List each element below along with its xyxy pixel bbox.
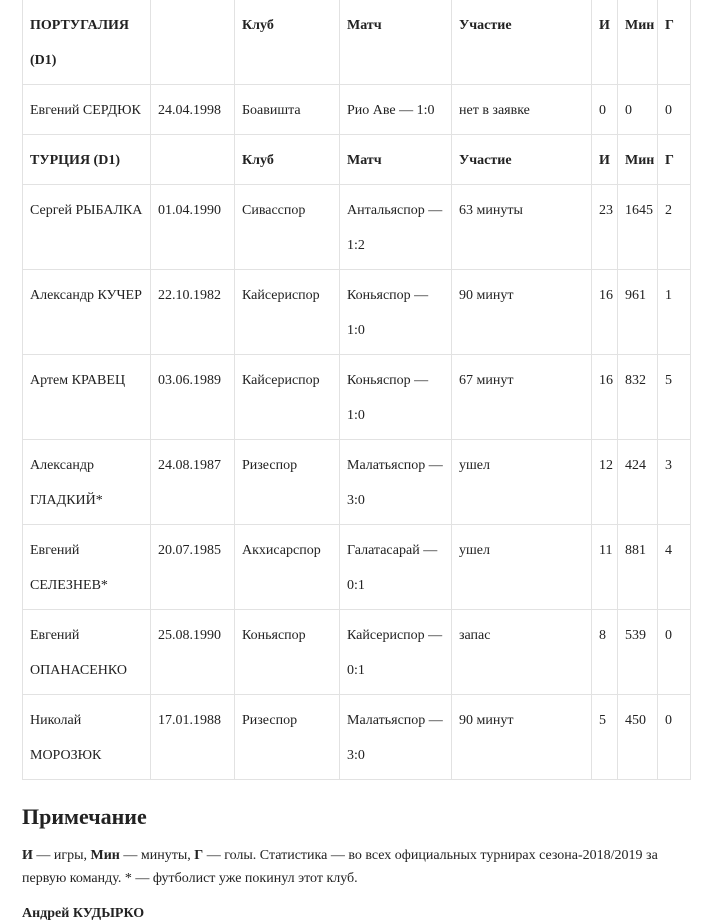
note-key-games: И — [22, 848, 33, 863]
cell-min: 450 — [618, 695, 658, 780]
note-key-goals: Г — [194, 848, 204, 863]
cell-dob: 03.06.1989 — [151, 355, 235, 440]
cell-g: 5 — [592, 695, 618, 780]
header-match: Матч — [340, 135, 452, 185]
cell-club: Кайсериспор — [235, 270, 340, 355]
table-row — [23, 270, 691, 355]
cell-g: 0 — [592, 85, 618, 135]
cell-goals: 5 — [658, 355, 691, 440]
header-participation: Участие — [452, 135, 592, 185]
cell-min: 539 — [618, 610, 658, 695]
section-empty-cell — [151, 0, 235, 85]
note-text-3: — голы. Статистика — во всех официальных турнирах сезона-2018/2019 за первую команду. * — футболист уже покинул этот клуб. — [22, 848, 658, 886]
header-club: Клуб — [235, 0, 340, 85]
cell-goals: 0 — [658, 85, 691, 135]
cell-dob: 24.08.1987 — [151, 440, 235, 525]
header-participation: Участие — [452, 0, 592, 85]
cell-part: 90 минут — [452, 695, 592, 780]
cell-club: Ризеспор — [235, 695, 340, 780]
table-row — [23, 610, 691, 695]
cell-goals: 1 — [658, 270, 691, 355]
cell-part: 63 минуты — [452, 185, 592, 270]
cell-club: Ризеспор — [235, 440, 340, 525]
cell-min: 1645 — [618, 185, 658, 270]
cell-g: 8 — [592, 610, 618, 695]
cell-club: Сивасспор — [235, 185, 340, 270]
cell-name: Евгений ОПАНАСЕНКО — [23, 610, 151, 695]
cell-dob: 25.08.1990 — [151, 610, 235, 695]
cell-part: ушел — [452, 440, 592, 525]
cell-dob: 24.04.1998 — [151, 85, 235, 135]
cell-match: Коньяспор — 1:0 — [340, 270, 452, 355]
table-row — [23, 185, 691, 270]
cell-dob: 17.01.1988 — [151, 695, 235, 780]
author: Андрей КУДЫРКО — [22, 906, 145, 921]
note-text-1: — игры, — [32, 848, 91, 863]
cell-match: Рио Аве — 1:0 — [340, 85, 452, 135]
cell-goals: 2 — [658, 185, 691, 270]
section-header-row — [23, 0, 691, 85]
cell-goals: 3 — [658, 440, 691, 525]
cell-name: Евгений СЕРДЮК — [23, 85, 151, 135]
cell-part: 67 минут — [452, 355, 592, 440]
note-key-minutes: Мин — [90, 848, 120, 863]
header-games: И — [592, 0, 618, 85]
header-games: И — [592, 135, 618, 185]
cell-goals: 0 — [658, 610, 691, 695]
cell-dob: 20.07.1985 — [151, 525, 235, 610]
table-row — [23, 440, 691, 525]
cell-min: 881 — [618, 525, 658, 610]
note-text-2: — минуты, — [119, 848, 195, 863]
section-header-row — [23, 135, 691, 185]
cell-goals: 4 — [658, 525, 691, 610]
cell-part: запас — [452, 610, 592, 695]
article-body — [22, 0, 690, 922]
legionnaires-table — [22, 0, 691, 780]
cell-name: Евгений СЕЛЕЗНЕВ* — [23, 525, 151, 610]
header-goals: Г — [658, 135, 691, 185]
table-row — [23, 355, 691, 440]
cell-g: 11 — [592, 525, 618, 610]
cell-name: Артем КРАВЕЦ — [23, 355, 151, 440]
cell-name: Александр КУЧЕР — [23, 270, 151, 355]
cell-min: 961 — [618, 270, 658, 355]
section-country: ТУРЦИЯ (D1) — [23, 135, 151, 185]
header-match: Матч — [340, 0, 452, 85]
table-row — [23, 85, 691, 135]
table-row — [23, 695, 691, 780]
cell-match: Коньяспор — 1:0 — [340, 355, 452, 440]
cell-match: Антальяспор — 1:2 — [340, 185, 452, 270]
header-minutes: Мин — [618, 135, 658, 185]
cell-g: 23 — [592, 185, 618, 270]
header-minutes: Мин — [618, 0, 658, 85]
cell-min: 424 — [618, 440, 658, 525]
cell-name: Сергей РЫБАЛКА — [23, 185, 151, 270]
section-empty-cell — [151, 135, 235, 185]
cell-dob: 01.04.1990 — [151, 185, 235, 270]
header-club: Клуб — [235, 135, 340, 185]
section-country: ПОРТУГАЛИЯ (D1) — [23, 0, 151, 85]
cell-part: нет в заявке — [452, 85, 592, 135]
cell-part: ушел — [452, 525, 592, 610]
cell-name: Николай МОРОЗЮК — [23, 695, 151, 780]
cell-club: Акхисарспор — [235, 525, 340, 610]
cell-match: Малатьяспор — 3:0 — [340, 440, 452, 525]
cell-name: Александр ГЛАДКИЙ* — [23, 440, 151, 525]
cell-g: 16 — [592, 355, 618, 440]
note-text — [22, 844, 690, 890]
table-body — [23, 0, 691, 780]
cell-match: Галатасарай — 0:1 — [340, 525, 452, 610]
cell-club: Кайсериспор — [235, 355, 340, 440]
cell-dob: 22.10.1982 — [151, 270, 235, 355]
cell-g: 16 — [592, 270, 618, 355]
cell-min: 0 — [618, 85, 658, 135]
cell-match: Малатьяспор — 3:0 — [340, 695, 452, 780]
cell-g: 12 — [592, 440, 618, 525]
cell-min: 832 — [618, 355, 658, 440]
table-row — [23, 525, 691, 610]
cell-goals: 0 — [658, 695, 691, 780]
cell-match: Кайсериспор — 0:1 — [340, 610, 452, 695]
cell-club: Боавишта — [235, 85, 340, 135]
cell-part: 90 минут — [452, 270, 592, 355]
header-goals: Г — [658, 0, 691, 85]
cell-club: Коньяспор — [235, 610, 340, 695]
note-title: Примечание — [22, 804, 147, 829]
